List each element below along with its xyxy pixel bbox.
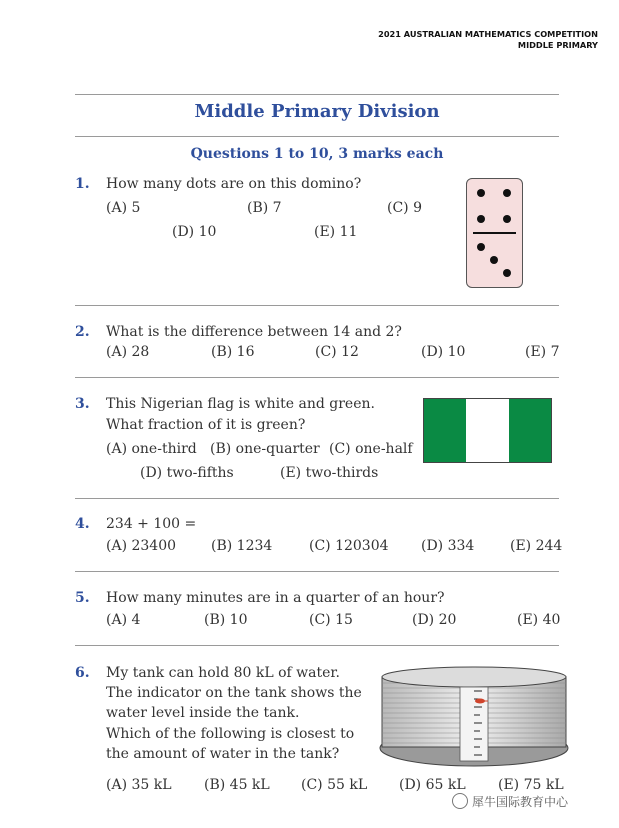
competition-name: 2021 AUSTRALIAN MATHEMATICS COMPETITION [378, 29, 598, 39]
answer-option: (C) 55 kL [301, 777, 368, 793]
answer-option: (A) 4 [106, 612, 141, 628]
domino-divider [473, 232, 516, 234]
answer-option: (C) 120304 [309, 538, 389, 554]
question-text: the amount of water in the tank? [106, 746, 340, 762]
answer-option: (B) 1234 [211, 538, 273, 554]
page-header [378, 29, 598, 51]
page-title: Middle Primary Division [194, 101, 440, 122]
question-text: How many dots are on this domino? [106, 176, 362, 192]
divider [75, 136, 559, 137]
answer-option: (E) 40 [517, 612, 561, 628]
section-subtitle: Questions 1 to 10, 3 marks each [190, 146, 444, 162]
domino-dot [503, 189, 511, 197]
question-text: This Nigerian flag is white and green. [106, 396, 375, 412]
flag-white-band [466, 399, 508, 462]
answer-option: (A) 23400 [106, 538, 177, 554]
answer-option: (C) 15 [309, 612, 353, 628]
water-tank-image [376, 663, 572, 773]
answer-option: (A) 5 [106, 200, 141, 216]
question-number: 4. [75, 516, 90, 532]
flag-green-band [424, 399, 466, 462]
divider [75, 305, 559, 306]
domino-dot [503, 269, 511, 277]
answer-option: (D) 20 [412, 612, 457, 628]
question-text: water level inside the tank. [106, 705, 300, 721]
answer-option: (C) 12 [315, 344, 359, 360]
question-text: 234 + 100 = [106, 516, 197, 532]
answer-option: (A) 35 kL [106, 777, 172, 793]
answer-option: (E) 75 kL [498, 777, 564, 793]
answer-option: (B) one-quarter [210, 441, 320, 457]
watermark [452, 793, 568, 810]
domino-dot [503, 215, 511, 223]
division-label: MIDDLE PRIMARY [517, 40, 598, 50]
domino-image [466, 178, 523, 288]
answer-option: (E) 11 [314, 224, 358, 240]
answer-option: (A) 28 [106, 344, 150, 360]
domino-dot [477, 189, 485, 197]
answer-option: (D) 65 kL [399, 777, 466, 793]
question-text: What is the difference between 14 and 2? [106, 324, 402, 340]
divider [75, 498, 559, 499]
question-text: What fraction of it is green? [106, 417, 306, 433]
question-text: How many minutes are in a quarter of an hour? [106, 590, 445, 606]
answer-option: (B) 7 [247, 200, 282, 216]
divider [75, 645, 559, 646]
flag-green-band [509, 399, 551, 462]
question-number: 6. [75, 665, 90, 681]
answer-option: (B) 16 [211, 344, 255, 360]
answer-option: (D) 334 [421, 538, 475, 554]
answer-option: (C) 9 [387, 200, 422, 216]
nigerian-flag-image [423, 398, 552, 463]
answer-option: (D) 10 [421, 344, 466, 360]
answer-option: (E) 7 [525, 344, 560, 360]
divider [75, 94, 559, 95]
answer-option: (E) two-thirds [280, 465, 379, 481]
answer-option: (B) 10 [204, 612, 248, 628]
answer-option: (D) 10 [172, 224, 217, 240]
domino-dot [490, 256, 498, 264]
answer-option: (C) one-half [329, 441, 413, 457]
question-text: The indicator on the tank shows the [106, 685, 362, 701]
domino-dot [477, 215, 485, 223]
water-tank-drawing [376, 663, 572, 773]
question-text: My tank can hold 80 kL of water. [106, 665, 341, 681]
domino-dot [477, 243, 485, 251]
divider [75, 377, 559, 378]
answer-option: (D) two-fifths [140, 465, 234, 481]
answer-option: (E) 244 [510, 538, 563, 554]
wechat-icon [452, 793, 468, 809]
question-text: Which of the following is closest to [106, 726, 355, 742]
question-number: 3. [75, 396, 90, 412]
answer-option: (B) 45 kL [204, 777, 270, 793]
watermark-text: 犀牛国际教育中心 [472, 795, 569, 809]
answer-option: (A) one-third [106, 441, 197, 457]
question-number: 1. [75, 176, 90, 192]
question-number: 2. [75, 324, 90, 340]
divider [75, 571, 559, 572]
question-number: 5. [75, 590, 90, 606]
